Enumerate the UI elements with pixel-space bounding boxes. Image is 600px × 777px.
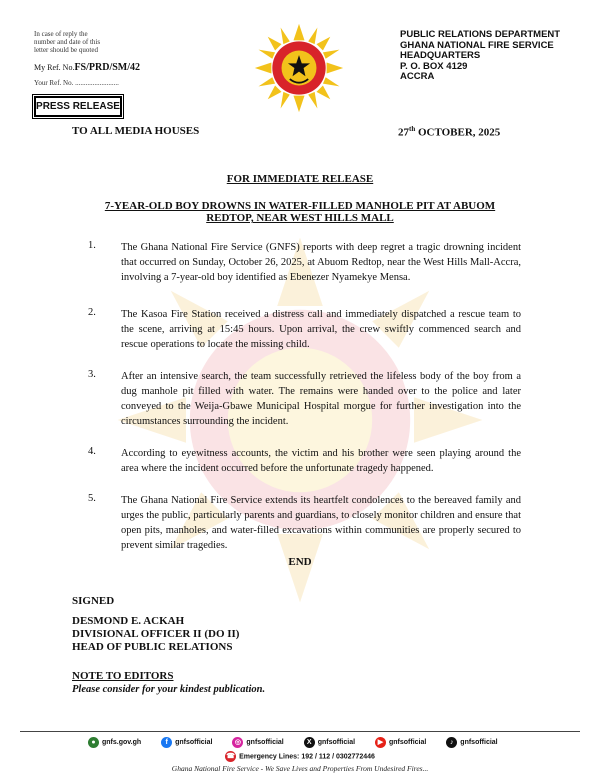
x-link[interactable] (304, 739, 355, 746)
release-date (398, 125, 500, 139)
date-suffix: th (409, 125, 416, 133)
paragraph-text: After an intensive search, the team successfully retrieved the lifeless body of the boy from a dug manhole pit filled with water. The remains were handed over to the police and later conveyed to the Weija-Gbawe Municipal Hospital morgue for further investigation into the circumstances surrounding the incident. (121, 371, 521, 427)
paragraph-number: 2. (88, 307, 96, 318)
reference-note-line: letter should be quoted (34, 46, 98, 54)
social-handle: gnfsofficial (389, 739, 427, 747)
instagram-icon: ◎ (232, 737, 243, 748)
tiktok-link[interactable] (446, 739, 497, 746)
website-link[interactable] (88, 739, 141, 746)
youtube-icon: ▶ (375, 737, 386, 748)
address-line: HEADQUARTERS (400, 50, 481, 62)
paragraph-text: The Ghana National Fire Service (GNFS) reports with deep regret a tragic drowning incident that occurred on Sunday, October 26, 2025, at Abuom Redtop, near the West Hills Mall-Accra, involving a 7-year-old boy identified as Ebenezer Nyamekye Mensa. (121, 242, 521, 283)
headline (60, 200, 540, 224)
my-ref-label: My Ref. No. (34, 63, 75, 72)
note-to-editors-heading: NOTE TO EDITORS (72, 670, 174, 682)
signatory-title: HEAD OF PUBLIC RELATIONS (72, 641, 233, 653)
paragraph-number: 5. (88, 493, 96, 504)
youtube-link[interactable] (375, 739, 426, 746)
paragraph-number: 3. (88, 369, 96, 380)
recipient-line: TO ALL MEDIA HOUSES (72, 125, 200, 137)
facebook-link[interactable] (161, 739, 212, 746)
paragraph-text: The Kasoa Fire Station received a distress call and immediately dispatched a rescue team to the scene, arriving at 15:45 hours. Upon arrival, the crew swiftly commenced search and rescue operations to locate the missing child. (121, 309, 521, 350)
address-line: P. O. BOX 4129 (400, 60, 468, 72)
reference-note-line: In case of reply the (34, 30, 88, 38)
paragraph-number: 4. (88, 446, 96, 457)
gnfs-logo-icon (253, 22, 345, 114)
paragraph-text: According to eyewitness accounts, the victim and his brother were seen playing around the area where the incident occurred before the unfortunate tragedy happened. (121, 448, 521, 474)
footer-tagline: Ghana National Fire Service - We Save Lives and Properties From Undesired Fires... (171, 764, 429, 773)
paragraph-number: 1. (88, 240, 96, 251)
facebook-icon: f (161, 737, 172, 748)
footer-contacts (88, 737, 498, 748)
reference-note (34, 30, 100, 54)
globe-icon: ● (88, 737, 99, 748)
social-handle: gnfsofficial (175, 739, 213, 747)
headline-line: 7-YEAR-OLD BOY DROWNS IN WATER-FILLED MANHOLE PIT AT ABUOM (104, 200, 496, 212)
instagram-link[interactable] (232, 739, 283, 746)
phone-icon: ☎ (226, 753, 235, 760)
date-day: 27 (398, 126, 409, 139)
my-ref-value: FS/PRD/SM/42 (74, 62, 141, 73)
social-handle: gnfsofficial (317, 739, 356, 747)
headline-line: REDTOP, NEAR WEST HILLS MALL (206, 212, 394, 224)
paragraph-text: The Ghana National Fire Service extends its heartfelt condolences to the bereaved family and urges the public, particularly parents and guardians, to closely monitor children and ensure that open pits, manholes, and water-filled excavations within communities are properly secured to prevent similar tragedies. (121, 495, 521, 551)
my-reference (34, 62, 140, 73)
footer-divider (20, 731, 580, 732)
address-line: ACCRA (400, 71, 435, 83)
signatory-rank: DIVISIONAL OFFICER II (DO II) (72, 628, 240, 640)
social-handle: gnfsofficial (460, 739, 498, 747)
address-line: PUBLIC RELATIONS DEPARTMENT (400, 29, 561, 40)
press-release-badge: PRESS RELEASE (34, 96, 122, 117)
end-marker: END (288, 556, 312, 568)
signatory-block (72, 615, 239, 654)
emergency-text: Emergency Lines: 192 / 112 / 0302772446 (239, 753, 375, 761)
for-immediate-release: FOR IMMEDIATE RELEASE (226, 173, 374, 185)
tiktok-icon: ♪ (446, 737, 457, 748)
department-address (400, 30, 560, 83)
signatory-name: DESMOND E. ACKAH (72, 615, 185, 627)
note-to-editors-text: Please consider for your kindest publication. (72, 684, 266, 695)
reference-note-line: number and date of this (34, 38, 101, 46)
your-reference: Your Ref. No. ......................... (34, 79, 119, 87)
social-handle: gnfsofficial (246, 739, 284, 747)
x-icon: X (304, 737, 315, 748)
emergency-lines (0, 751, 600, 762)
signed-label: SIGNED (72, 595, 115, 607)
website-text: gnfs.gov.gh (102, 739, 142, 747)
address-line: GHANA NATIONAL FIRE SERVICE (400, 39, 554, 51)
date-rest: OCTOBER, 2025 (415, 126, 501, 139)
